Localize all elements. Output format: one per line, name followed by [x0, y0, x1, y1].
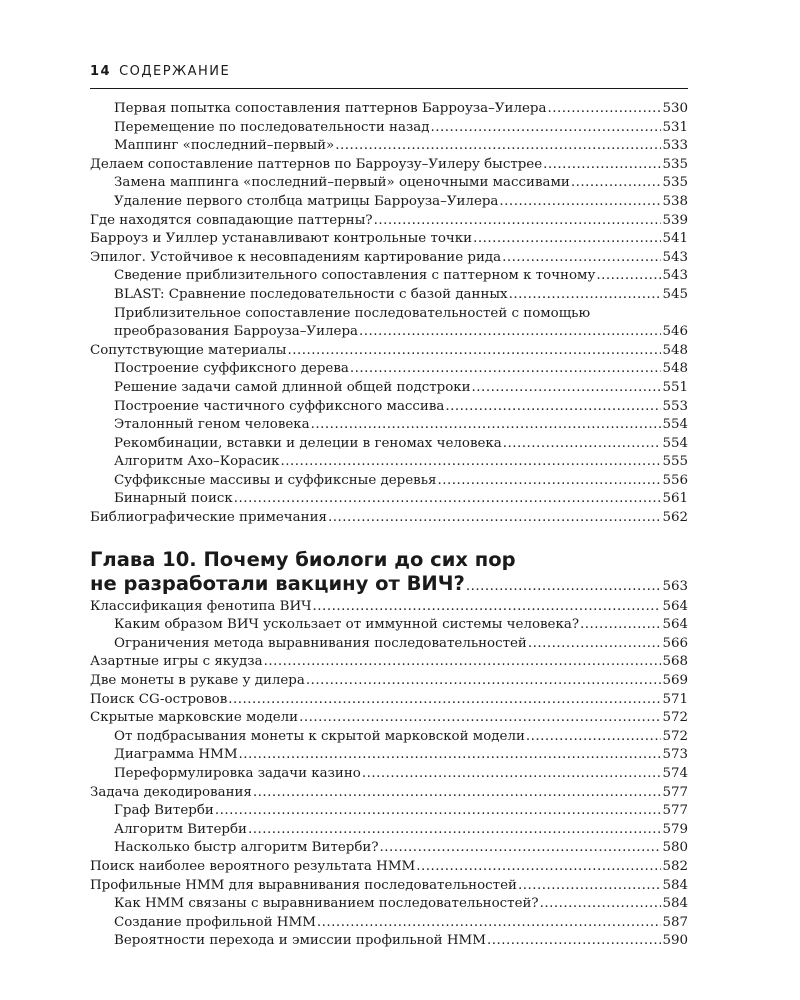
toc-entry-page: 555 — [662, 454, 688, 470]
toc-entry[interactable] — [90, 398, 688, 417]
dot-leader — [234, 490, 662, 509]
chapter-title-line1: Глава 10. Почему биологи до сих пор — [90, 547, 516, 571]
toc-entry-page: 573 — [662, 747, 688, 763]
toc-entry[interactable] — [90, 858, 688, 877]
chapter-title-line2: не разработали вакцину от ВИЧ? — [90, 571, 465, 595]
toc-entry[interactable] — [90, 635, 688, 654]
toc-entry-page: 584 — [662, 896, 688, 912]
dot-leader — [472, 379, 662, 398]
toc-entry-title: Азартные игры с якудза — [90, 654, 263, 670]
toc-entry-title: Библиографические примечания — [90, 510, 327, 526]
toc-entry-title: Построение суффиксного дерева — [114, 361, 349, 377]
chapter-page: 563 — [662, 578, 688, 594]
table-of-contents — [90, 100, 688, 951]
toc-entry-page: 538 — [662, 193, 688, 209]
dot-leader — [362, 765, 662, 784]
dot-leader — [248, 821, 661, 840]
toc-entry[interactable] — [90, 193, 688, 212]
toc-entry-page: 545 — [662, 286, 688, 302]
dot-leader — [281, 453, 662, 472]
toc-entry[interactable] — [90, 709, 688, 728]
toc-entry-page: 562 — [662, 510, 688, 526]
dot-leader — [487, 932, 662, 951]
toc-entry-title: Насколько быстр алгоритм Витерби? — [114, 840, 379, 856]
toc-entry[interactable] — [90, 212, 688, 231]
toc-entry-page: 556 — [662, 472, 688, 488]
toc-entry[interactable] — [90, 286, 688, 305]
toc-entry-page: 577 — [662, 803, 688, 819]
toc-entry[interactable] — [90, 616, 688, 635]
toc-group-3 — [90, 598, 688, 951]
toc-entry-page: 543 — [662, 249, 688, 265]
toc-entry-title: Построение частичного суффиксного массива — [114, 398, 445, 414]
toc-entry-page: 584 — [662, 877, 688, 893]
toc-entry[interactable] — [90, 509, 688, 528]
toc-entry-page: 577 — [662, 784, 688, 800]
toc-entry[interactable] — [90, 653, 688, 672]
toc-entry-page: 571 — [662, 691, 688, 707]
toc-entry-page: 579 — [662, 821, 688, 837]
dot-leader — [359, 323, 661, 342]
dot-leader — [580, 616, 661, 635]
toc-entry-page: 530 — [662, 101, 688, 116]
dot-leader — [311, 416, 662, 435]
toc-entry-page: 546 — [662, 324, 688, 340]
dot-leader — [239, 746, 662, 765]
toc-entry[interactable] — [90, 416, 688, 435]
toc-entry-title: Сопутствующие материалы — [90, 342, 287, 358]
dot-leader — [509, 286, 662, 305]
toc-entry-page: 553 — [662, 398, 688, 414]
toc-entry-title: Каким образом ВИЧ ускользает от иммунной системы человека? — [114, 617, 580, 633]
dot-leader — [437, 472, 661, 491]
dot-leader — [416, 858, 661, 877]
toc-entry-page: 548 — [662, 361, 688, 377]
toc-entry-page: 566 — [662, 635, 688, 651]
dot-leader — [543, 156, 661, 175]
chapter-heading[interactable] — [90, 548, 688, 596]
toc-entry-title: Где находятся совпадающие паттерны? — [90, 212, 373, 228]
dot-leader — [215, 802, 662, 821]
toc-entry[interactable] — [90, 305, 688, 342]
dot-leader — [571, 174, 662, 193]
page-number: 14 — [90, 64, 112, 79]
toc-entry-title-line2: преобразования Барроуза–Уилера — [114, 324, 359, 340]
toc-entry-title: Профильные HMM для выравнивания последовательностей — [90, 877, 517, 893]
section-title: СОДЕРЖАНИЕ — [119, 64, 231, 79]
toc-entry-page: 564 — [662, 598, 688, 614]
toc-entry-line2 — [90, 323, 688, 342]
toc-entry-page: 568 — [662, 654, 688, 670]
dot-leader — [380, 839, 662, 858]
toc-entry-title: Граф Витерби — [114, 803, 214, 819]
toc-entry-page: 572 — [662, 728, 688, 744]
toc-entry-title: Делаем сопоставление паттернов по Барроузу–Уилеру быстрее — [90, 156, 543, 172]
toc-entry-title: Замена маппинга «последний–первый» оценочными массивами — [114, 175, 570, 191]
dot-leader — [540, 895, 662, 914]
toc-entry-page: 569 — [662, 673, 688, 689]
dot-leader — [466, 575, 662, 599]
toc-entry-title: Как HMM связаны с выравниванием последовательностей? — [114, 896, 539, 912]
dot-leader — [328, 509, 661, 528]
toc-entry[interactable] — [90, 379, 688, 398]
dot-leader — [526, 728, 662, 747]
toc-entry-page: 554 — [662, 435, 688, 451]
dot-leader — [547, 100, 661, 119]
toc-entry[interactable] — [90, 728, 688, 747]
dot-leader — [228, 691, 661, 710]
dot-leader — [503, 435, 662, 454]
dot-leader — [313, 598, 662, 617]
toc-entry[interactable] — [90, 490, 688, 509]
toc-entry-page: 535 — [662, 156, 688, 172]
toc-entry-title: Маппинг «последний–первый» — [114, 138, 335, 154]
toc-entry-title-line1: Приблизительное сопоставление последовательностей с помощью — [114, 305, 591, 321]
toc-entry[interactable] — [90, 453, 688, 472]
toc-entry-page: 533 — [662, 138, 688, 154]
toc-entry[interactable] — [90, 360, 688, 379]
dot-leader — [317, 914, 662, 933]
toc-entry-title: Эпилог. Устойчивое к несовпадениям картирование рида — [90, 249, 502, 265]
toc-entry-title: Поиск CG-островов — [90, 691, 228, 707]
toc-entry-title: Классификация фенотипа ВИЧ — [90, 598, 312, 614]
dot-leader — [299, 709, 661, 728]
toc-entry-title: Алгоритм Витерби — [114, 821, 247, 837]
toc-entry-title: Задача декодирования — [90, 784, 252, 800]
toc-entry-title: Ограничения метода выравнивания последовательностей — [114, 635, 527, 651]
toc-entry[interactable] — [90, 156, 688, 175]
toc-entry-title: BLAST: Сравнение последовательности с базой данных — [114, 286, 508, 302]
toc-entry-title: Диаграмма HMM — [114, 747, 238, 763]
toc-entry-title: Бинарный поиск — [114, 491, 233, 507]
toc-entry-page: 551 — [662, 379, 688, 395]
toc-entry[interactable] — [90, 821, 688, 840]
dot-leader — [445, 398, 661, 417]
toc-entry-page: 582 — [662, 858, 688, 874]
toc-entry[interactable] — [90, 877, 688, 896]
toc-entry-page: 590 — [662, 933, 688, 949]
toc-entry-title: Удаление первого столбца матрицы Барроуза–Уилера — [114, 193, 499, 209]
toc-entry[interactable] — [90, 914, 688, 933]
toc-entry-page: 548 — [662, 342, 688, 358]
toc-entry-page: 531 — [662, 119, 688, 135]
toc-entry-title: Алгоритм Ахо–Корасик — [114, 454, 280, 470]
toc-entry[interactable] — [90, 746, 688, 765]
dot-leader — [264, 653, 662, 672]
toc-entry-page: 564 — [662, 617, 688, 633]
toc-entry[interactable] — [90, 174, 688, 193]
toc-entry[interactable] — [90, 932, 688, 951]
dot-leader — [306, 672, 662, 691]
toc-entry-page: 572 — [662, 710, 688, 726]
dot-leader — [430, 119, 661, 138]
toc-entry-title: Поиск наиболее вероятного результата HMM — [90, 858, 416, 874]
toc-entry[interactable] — [90, 672, 688, 691]
toc-entry[interactable] — [90, 435, 688, 454]
toc-entry-title: Барроуз и Уиллер устанавливают контрольные точки — [90, 231, 473, 247]
dot-leader — [287, 342, 661, 361]
toc-entry-title: Решение задачи самой длинной общей подстроки — [114, 379, 471, 395]
toc-entry-title: Сведение приблизительного сопоставления с паттерном к точному — [114, 268, 596, 284]
toc-entry[interactable] — [90, 839, 688, 858]
toc-entry[interactable] — [90, 137, 688, 156]
toc-group-2 — [90, 342, 688, 528]
toc-entry-page: 587 — [662, 914, 688, 930]
dot-leader — [253, 784, 662, 803]
toc-entry-title: Две монеты в рукаве у дилера — [90, 673, 305, 689]
toc-entry-page: 574 — [662, 766, 688, 781]
dot-leader — [518, 877, 662, 896]
dot-leader — [499, 193, 661, 212]
dot-leader — [374, 212, 662, 231]
toc-entry-page: 580 — [662, 840, 688, 856]
toc-entry[interactable] — [90, 230, 688, 249]
toc-entry[interactable] — [90, 249, 688, 268]
toc-entry[interactable] — [90, 119, 688, 138]
toc-entry[interactable] — [90, 765, 688, 784]
toc-entry-page: 541 — [662, 231, 688, 247]
toc-entry[interactable] — [90, 691, 688, 710]
dot-leader — [335, 137, 661, 156]
toc-entry-title: Переформулировка задачи казино — [114, 766, 361, 781]
toc-group-1 — [90, 100, 688, 305]
toc-entry[interactable] — [90, 895, 688, 914]
toc-entry-title: От подбрасывания монеты к скрытой марковской модели — [114, 728, 525, 744]
toc-entry-title: Создание профильной HMM — [114, 914, 316, 930]
toc-entry-page: 535 — [662, 175, 688, 191]
toc-entry-page: 539 — [662, 212, 688, 228]
toc-entry-title: Рекомбинации, вставки и делеции в геномах человека — [114, 435, 502, 451]
chapter-title-line2-row — [90, 572, 688, 596]
toc-entry[interactable] — [90, 784, 688, 803]
toc-entry[interactable] — [90, 472, 688, 491]
toc-entry-page: 543 — [662, 268, 688, 284]
toc-entry-title: Вероятности перехода и эмиссии профильной HMM — [114, 933, 486, 949]
toc-entry-page: 561 — [662, 491, 688, 507]
dot-leader — [350, 360, 662, 379]
toc-entry-title: Перемещение по последовательности назад — [114, 119, 430, 135]
toc-entry-title: Скрытые марковские модели — [90, 710, 299, 726]
toc-entry[interactable] — [90, 598, 688, 617]
dot-leader — [528, 635, 662, 654]
dot-leader — [473, 230, 661, 249]
toc-entry[interactable] — [90, 342, 688, 361]
toc-entry-title: Эталонный геном человека — [114, 417, 310, 433]
toc-entry-title: Первая попытка сопоставления паттернов Барроуза–Уилера — [114, 101, 547, 116]
toc-entry[interactable] — [90, 802, 688, 821]
running-header — [90, 64, 688, 89]
toc-entry[interactable] — [90, 267, 688, 286]
dot-leader — [596, 267, 661, 286]
toc-entry-title: Суффиксные массивы и суффиксные деревья — [114, 472, 437, 488]
dot-leader — [502, 249, 661, 268]
toc-entry[interactable] — [90, 100, 688, 119]
toc-entry-page: 554 — [662, 417, 688, 433]
